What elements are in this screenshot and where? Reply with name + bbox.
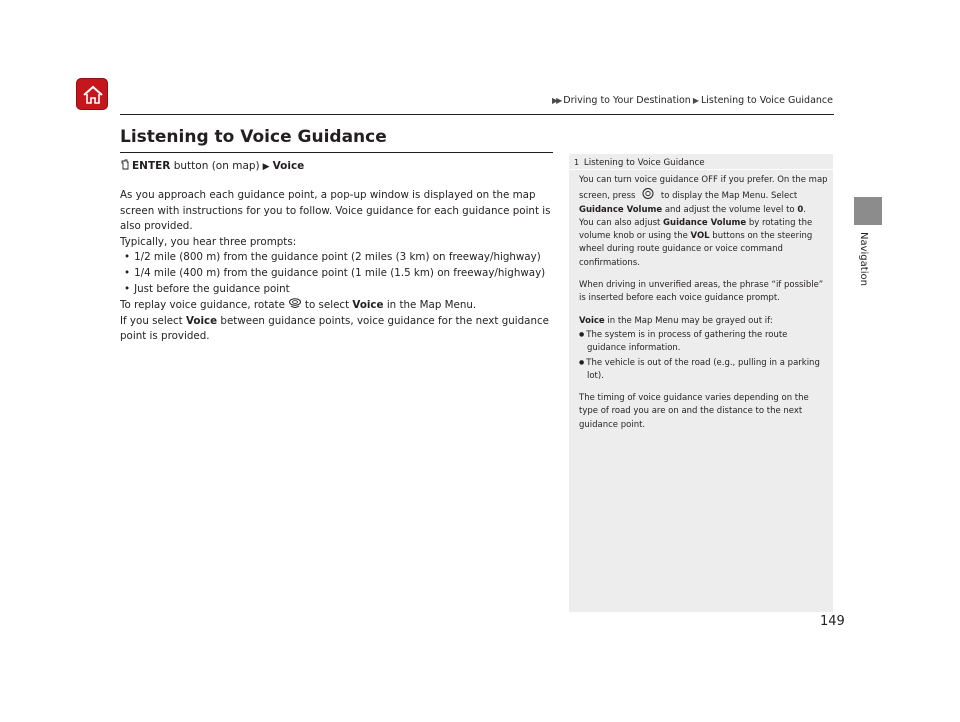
note-text: You can also adjust — [579, 217, 661, 228]
note-text: to display the Map Menu. Select — [660, 191, 798, 202]
header-rule — [120, 114, 834, 115]
breadcrumb-arrow-icon: ▶ — [692, 96, 699, 105]
note-paragraph — [579, 315, 829, 328]
menu-path-arrow-icon: ▶ — [262, 162, 270, 172]
note-list-item: ● The system is in process of gathering the route guidance information. — [579, 328, 829, 356]
prompt-list-item: • 1/4 mile (400 m) from the guidance point (1 mile (1.5 km) on freeway/highway) — [120, 266, 560, 282]
hand-icon — [120, 159, 130, 170]
note-text: by rotating the volume knob or using the — [579, 217, 813, 242]
page-number: 149 — [820, 614, 845, 629]
note-text: . — [803, 204, 806, 215]
note-title: Listening to Voice Guidance — [583, 158, 705, 168]
menu-path — [120, 159, 304, 172]
section-tab[interactable] — [854, 197, 882, 225]
note-bold: Guidance Volume — [663, 217, 747, 228]
side-note-heading — [569, 154, 833, 170]
enter-button-icon — [641, 187, 655, 200]
select-text: between guidance points, voice guidance for the next guidance point is provided. — [120, 314, 550, 343]
note-bold: Guidance Volume — [579, 204, 663, 215]
note-bold: 0 — [797, 204, 804, 215]
note-paragraph — [579, 174, 829, 217]
note-text: in the Map Menu may be grayed out if: — [607, 315, 773, 326]
prompts-lead: Typically, you hear three prompts: — [120, 235, 297, 248]
replay-text: in the Map Menu. — [386, 299, 477, 312]
note-text: and adjust the volume level to — [664, 204, 795, 215]
prompt-list-item: • 1/2 mile (800 m) from the guidance point (2 miles (3 km) on freeway/highway) — [120, 250, 560, 266]
breadcrumb — [0, 95, 833, 106]
replay-text: To replay voice guidance, rotate — [120, 299, 285, 312]
menu-path-target: Voice — [272, 160, 305, 172]
voice-label: Voice — [352, 299, 384, 312]
breadcrumb-arrow-icon: ▶▶ — [551, 96, 561, 105]
note-list-item: ● The vehicle is out of the road (e.g., pulling in a parking lot). — [579, 356, 829, 384]
side-note — [569, 154, 833, 612]
title-rule — [120, 152, 553, 153]
breadcrumb-item[interactable]: Driving to Your Destination — [563, 95, 691, 106]
replay-paragraph — [120, 297, 560, 314]
note-paragraph: The timing of voice guidance varies depending on the type of road you are on and the distance to the next guidance point. — [579, 393, 809, 430]
prompt-list-item: • Just before the guidance point — [120, 282, 560, 298]
intro-paragraph: As you approach each guidance point, a pop-up window is displayed on the map screen with instructions for you to follow. Voice guidance for each guidance point is also provided. — [120, 189, 551, 233]
note-bold: Voice — [579, 315, 605, 326]
menu-path-text: button (on map) — [173, 160, 260, 172]
select-paragraph — [120, 314, 560, 345]
enter-button-label: ENTER — [132, 160, 171, 172]
note-text: You can turn voice guidance OFF if you prefer. On the map screen, press — [579, 175, 828, 202]
note-paragraph — [579, 217, 829, 270]
voice-label: Voice — [186, 314, 218, 327]
note-text: buttons on the steering wheel during route guidance or voice command confirmations. — [579, 231, 813, 268]
side-note-body — [579, 174, 829, 432]
note-number: 1 — [574, 158, 580, 167]
breadcrumb-item[interactable]: Listening to Voice Guidance — [700, 95, 833, 106]
select-text: If you select — [120, 314, 183, 327]
main-content — [120, 188, 560, 345]
note-paragraph: When driving in unverified areas, the phrase “if possible” is inserted before each voice guidance prompt. — [579, 280, 824, 304]
interface-dial-icon — [288, 297, 302, 310]
replay-text: to select — [304, 299, 350, 312]
section-tab-label: Navigation — [858, 232, 869, 286]
note-bold: VOL — [690, 231, 710, 242]
page-title: Listening to Voice Guidance — [120, 127, 387, 147]
